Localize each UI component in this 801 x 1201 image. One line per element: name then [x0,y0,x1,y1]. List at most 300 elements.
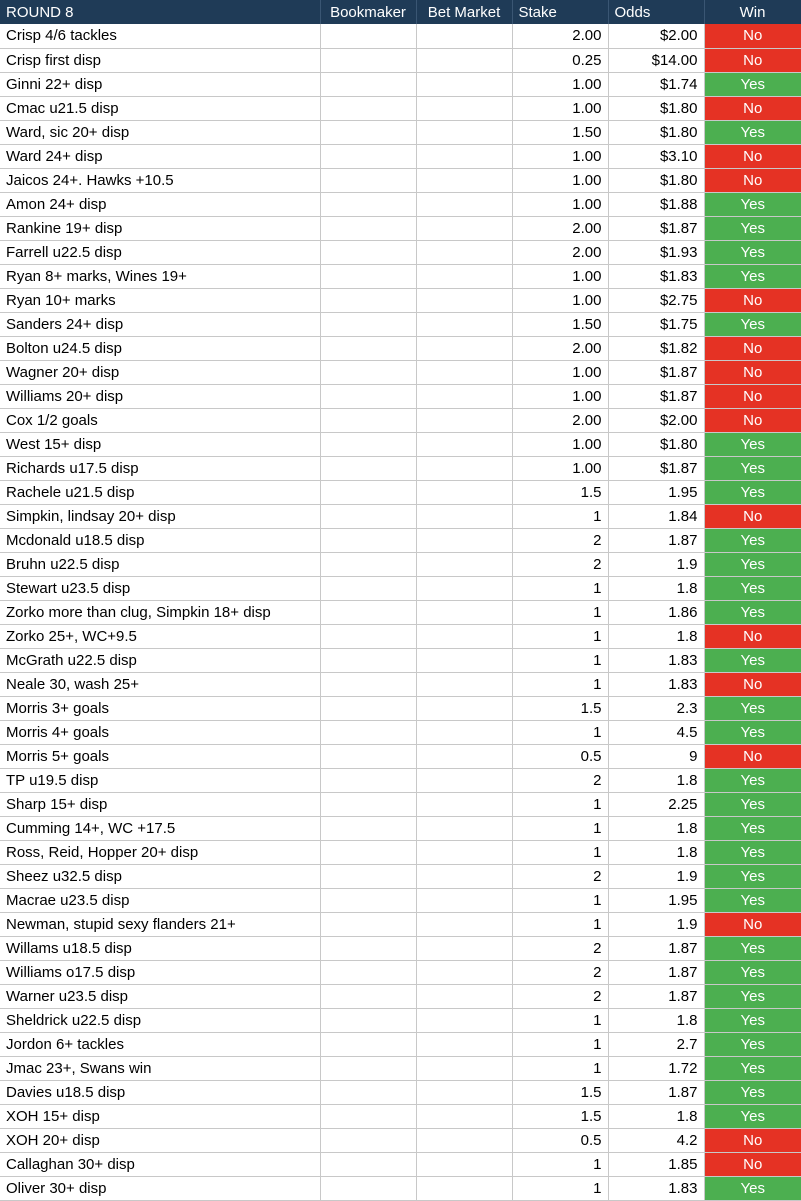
table-row [0,48,801,72]
bookmaker-cell [320,1152,416,1176]
win-cell: Yes [704,936,801,960]
bet-cell: Sheez u32.5 disp [0,864,320,888]
bet-market-cell [416,840,512,864]
stake-cell: 2.00 [512,240,608,264]
win-cell: Yes [704,816,801,840]
win-cell: No [704,384,801,408]
bet-market-cell [416,936,512,960]
stake-cell: 1 [512,840,608,864]
stake-cell: 1 [512,1032,608,1056]
win-cell: Yes [704,1056,801,1080]
bet-market-cell [416,336,512,360]
table-row [0,1128,801,1152]
table-row [0,336,801,360]
bet-cell: Sharp 15+ disp [0,792,320,816]
bet-cell: Cox 1/2 goals [0,408,320,432]
win-cell: Yes [704,432,801,456]
bet-market-cell [416,888,512,912]
stake-cell: 2 [512,960,608,984]
stake-cell: 1.5 [512,696,608,720]
bookmaker-cell [320,528,416,552]
win-cell: No [704,912,801,936]
stake-cell: 2 [512,984,608,1008]
table-row [0,816,801,840]
bet-cell: Crisp first disp [0,48,320,72]
bet-cell: Rachele u21.5 disp [0,480,320,504]
stake-cell: 1 [512,888,608,912]
header-bet-market: Bet Market [416,0,512,24]
stake-cell: 1 [512,576,608,600]
stake-cell: 2 [512,528,608,552]
stake-cell: 2 [512,768,608,792]
bet-cell: Stewart u23.5 disp [0,576,320,600]
bet-market-cell [416,96,512,120]
table-row [0,864,801,888]
bookmaker-cell [320,1176,416,1200]
stake-cell: 1 [512,1056,608,1080]
bet-market-cell [416,72,512,96]
odds-cell: $1.80 [608,168,704,192]
bet-cell: Ryan 8+ marks, Wines 19+ [0,264,320,288]
stake-cell: 1.00 [512,432,608,456]
stake-cell: 1.00 [512,360,608,384]
stake-cell: 1.00 [512,384,608,408]
odds-cell: $3.10 [608,144,704,168]
bookmaker-cell [320,456,416,480]
table-row [0,408,801,432]
table-row [0,120,801,144]
odds-cell: 1.85 [608,1152,704,1176]
odds-cell: $1.82 [608,336,704,360]
bet-cell: Farrell u22.5 disp [0,240,320,264]
odds-cell: $1.93 [608,240,704,264]
bookmaker-cell [320,744,416,768]
odds-cell: 1.9 [608,912,704,936]
odds-cell: 1.8 [608,816,704,840]
bet-market-cell [416,1056,512,1080]
stake-cell: 1.5 [512,1080,608,1104]
bet-cell: Bolton u24.5 disp [0,336,320,360]
bet-cell: Jmac 23+, Swans win [0,1056,320,1080]
table-row [0,1080,801,1104]
bet-market-cell [416,264,512,288]
table-row [0,168,801,192]
stake-cell: 1 [512,1176,608,1200]
bookmaker-cell [320,624,416,648]
win-cell: No [704,144,801,168]
win-cell: No [704,408,801,432]
odds-cell: 1.86 [608,600,704,624]
bet-market-cell [416,912,512,936]
stake-cell: 0.5 [512,1128,608,1152]
win-cell: Yes [704,264,801,288]
win-cell: Yes [704,72,801,96]
win-cell: No [704,504,801,528]
table-row [0,72,801,96]
bookmaker-cell [320,96,416,120]
bet-cell: Williams 20+ disp [0,384,320,408]
win-cell: Yes [704,1080,801,1104]
stake-cell: 1.00 [512,264,608,288]
bookmaker-cell [320,24,416,48]
odds-cell: $2.00 [608,24,704,48]
bookmaker-cell [320,384,416,408]
win-cell: Yes [704,696,801,720]
bookmaker-cell [320,408,416,432]
stake-cell: 1 [512,1152,608,1176]
win-cell: Yes [704,456,801,480]
bookmaker-cell [320,792,416,816]
bet-cell: Jordon 6+ tackles [0,1032,320,1056]
bookmaker-cell [320,936,416,960]
win-cell: Yes [704,984,801,1008]
bookmaker-cell [320,984,416,1008]
bet-market-cell [416,576,512,600]
bet-market-cell [416,1152,512,1176]
table-row [0,1056,801,1080]
stake-cell: 1.00 [512,168,608,192]
bet-cell: Sheldrick u22.5 disp [0,1008,320,1032]
win-cell: Yes [704,864,801,888]
win-cell: No [704,336,801,360]
bet-market-cell [416,960,512,984]
stake-cell: 2 [512,864,608,888]
bet-market-cell [416,648,512,672]
bookmaker-cell [320,168,416,192]
stake-cell: 2.00 [512,408,608,432]
bet-market-cell [416,456,512,480]
win-cell: Yes [704,1032,801,1056]
win-cell: Yes [704,120,801,144]
table-row [0,936,801,960]
bet-market-cell [416,744,512,768]
bookmaker-cell [320,360,416,384]
odds-cell: 1.8 [608,1008,704,1032]
odds-cell: $1.80 [608,120,704,144]
table-row [0,24,801,48]
table-row [0,888,801,912]
bookmaker-cell [320,1104,416,1128]
win-cell: Yes [704,600,801,624]
bet-market-cell [416,1128,512,1152]
bet-cell: Bruhn u22.5 disp [0,552,320,576]
bet-cell: West 15+ disp [0,432,320,456]
stake-cell: 1.00 [512,288,608,312]
odds-cell: 2.3 [608,696,704,720]
bet-market-cell [416,144,512,168]
bet-cell: Cmac u21.5 disp [0,96,320,120]
stake-cell: 2.00 [512,216,608,240]
table-row [0,1008,801,1032]
bet-market-cell [416,984,512,1008]
bookmaker-cell [320,648,416,672]
bet-market-cell [416,288,512,312]
stake-cell: 1 [512,720,608,744]
win-cell: No [704,1128,801,1152]
bet-cell: Zorko more than clug, Simpkin 18+ disp [0,600,320,624]
bookmaker-cell [320,960,416,984]
bet-market-cell [416,480,512,504]
header-round: ROUND 8 [0,0,320,24]
header-bookmaker: Bookmaker [320,0,416,24]
bookmaker-cell [320,240,416,264]
bet-cell: Morris 4+ goals [0,720,320,744]
bet-market-cell [416,720,512,744]
bet-market-cell [416,1008,512,1032]
win-cell: Yes [704,552,801,576]
odds-cell: 1.87 [608,1080,704,1104]
bet-cell: Oliver 30+ disp [0,1176,320,1200]
odds-cell: $1.88 [608,192,704,216]
stake-cell: 1 [512,504,608,528]
stake-cell: 1 [512,816,608,840]
bet-cell: Zorko 25+, WC+9.5 [0,624,320,648]
bet-market-cell [416,432,512,456]
win-cell: Yes [704,1008,801,1032]
bet-cell: Macrae u23.5 disp [0,888,320,912]
table-row [0,960,801,984]
bookmaker-cell [320,888,416,912]
stake-cell: 0.25 [512,48,608,72]
stake-cell: 1 [512,624,608,648]
stake-cell: 1.5 [512,480,608,504]
odds-cell: 1.83 [608,672,704,696]
win-cell: No [704,168,801,192]
odds-cell: $14.00 [608,48,704,72]
odds-cell: 1.87 [608,528,704,552]
win-cell: Yes [704,960,801,984]
odds-cell: 1.87 [608,960,704,984]
stake-cell: 2.00 [512,24,608,48]
odds-cell: 1.8 [608,1104,704,1128]
table-row [0,192,801,216]
win-cell: Yes [704,1176,801,1200]
bet-cell: Ward 24+ disp [0,144,320,168]
bookmaker-cell [320,672,416,696]
bet-cell: Morris 5+ goals [0,744,320,768]
win-cell: No [704,48,801,72]
table-row [0,240,801,264]
stake-cell: 1.50 [512,312,608,336]
win-cell: Yes [704,840,801,864]
table-row [0,216,801,240]
stake-cell: 1 [512,648,608,672]
bookmaker-cell [320,1080,416,1104]
odds-cell: 1.8 [608,840,704,864]
bet-market-cell [416,864,512,888]
bet-cell: Callaghan 30+ disp [0,1152,320,1176]
win-cell: Yes [704,792,801,816]
bet-market-cell [416,672,512,696]
stake-cell: 1 [512,672,608,696]
stake-cell: 1 [512,792,608,816]
stake-cell: 2 [512,936,608,960]
bet-market-cell [416,792,512,816]
header-stake: Stake [512,0,608,24]
win-cell: Yes [704,216,801,240]
odds-cell: 1.83 [608,1176,704,1200]
bet-cell: Ward, sic 20+ disp [0,120,320,144]
bookmaker-cell [320,1032,416,1056]
bet-market-cell [416,1176,512,1200]
stake-cell: 1.00 [512,144,608,168]
odds-cell: $1.87 [608,216,704,240]
win-cell: Yes [704,648,801,672]
odds-cell: 4.2 [608,1128,704,1152]
bet-cell: Cumming 14+, WC +17.5 [0,816,320,840]
bet-cell: Jaicos 24+. Hawks +10.5 [0,168,320,192]
table-row [0,576,801,600]
bet-market-cell [416,696,512,720]
table-row [0,792,801,816]
table-row [0,744,801,768]
stake-cell: 0.5 [512,744,608,768]
bookmaker-cell [320,864,416,888]
table-row [0,384,801,408]
win-cell: No [704,1152,801,1176]
table-row [0,1152,801,1176]
stake-cell: 1.00 [512,192,608,216]
table-row [0,288,801,312]
win-cell: No [704,744,801,768]
stake-cell: 1 [512,600,608,624]
odds-cell: $1.87 [608,456,704,480]
win-cell: Yes [704,528,801,552]
bookmaker-cell [320,336,416,360]
bookmaker-cell [320,216,416,240]
odds-cell: 1.8 [608,768,704,792]
bookmaker-cell [320,312,416,336]
odds-cell: $2.00 [608,408,704,432]
bet-market-cell [416,528,512,552]
bookmaker-cell [320,480,416,504]
bookmaker-cell [320,1128,416,1152]
bookmaker-cell [320,72,416,96]
odds-cell: $2.75 [608,288,704,312]
bet-market-cell [416,384,512,408]
bet-cell: Rankine 19+ disp [0,216,320,240]
bet-cell: Morris 3+ goals [0,696,320,720]
bet-cell: Newman, stupid sexy flanders 21+ [0,912,320,936]
table-row [0,504,801,528]
table-row [0,1104,801,1128]
bet-market-cell [416,408,512,432]
odds-cell: 1.83 [608,648,704,672]
table-row [0,552,801,576]
bet-cell: Ross, Reid, Hopper 20+ disp [0,840,320,864]
table-row [0,432,801,456]
bet-cell: XOH 20+ disp [0,1128,320,1152]
bookmaker-cell [320,816,416,840]
stake-cell: 1.5 [512,1104,608,1128]
win-cell: No [704,624,801,648]
bookmaker-cell [320,696,416,720]
bet-market-cell [416,168,512,192]
odds-cell: 1.72 [608,1056,704,1080]
table-body [0,24,801,1200]
bet-cell: Neale 30, wash 25+ [0,672,320,696]
odds-cell: 1.84 [608,504,704,528]
odds-cell: 1.87 [608,984,704,1008]
stake-cell: 1.00 [512,72,608,96]
bet-market-cell [416,120,512,144]
bet-market-cell [416,24,512,48]
bet-market-cell [416,768,512,792]
win-cell: No [704,24,801,48]
odds-cell: 2.7 [608,1032,704,1056]
bet-cell: McGrath u22.5 disp [0,648,320,672]
bet-cell: Sanders 24+ disp [0,312,320,336]
win-cell: No [704,96,801,120]
odds-cell: 1.95 [608,480,704,504]
bookmaker-cell [320,432,416,456]
bet-market-cell [416,312,512,336]
odds-cell: $1.80 [608,432,704,456]
bet-market-cell [416,600,512,624]
odds-cell: 1.87 [608,936,704,960]
header-odds: Odds [608,0,704,24]
stake-cell: 1.00 [512,456,608,480]
bet-market-cell [416,1032,512,1056]
odds-cell: 9 [608,744,704,768]
stake-cell: 1 [512,1008,608,1032]
bet-market-cell [416,360,512,384]
odds-cell: $1.75 [608,312,704,336]
win-cell: Yes [704,768,801,792]
stake-cell: 2 [512,552,608,576]
win-cell: Yes [704,1104,801,1128]
bet-cell: Crisp 4/6 tackles [0,24,320,48]
bet-cell: Williams o17.5 disp [0,960,320,984]
odds-cell: 1.9 [608,552,704,576]
bookmaker-cell [320,552,416,576]
header-row [0,0,801,24]
bet-market-cell [416,1080,512,1104]
odds-cell: $1.74 [608,72,704,96]
table-row [0,96,801,120]
stake-cell: 1 [512,912,608,936]
bet-market-cell [416,624,512,648]
table-row [0,984,801,1008]
table-row [0,600,801,624]
table-row [0,1176,801,1200]
table-row [0,840,801,864]
win-cell: Yes [704,888,801,912]
table-row [0,696,801,720]
win-cell: Yes [704,312,801,336]
table-row [0,672,801,696]
stake-cell: 1.00 [512,96,608,120]
table-row [0,648,801,672]
bookmaker-cell [320,576,416,600]
bet-market-cell [416,816,512,840]
odds-cell: $1.80 [608,96,704,120]
header-win: Win [704,0,801,24]
bookmaker-cell [320,912,416,936]
bookmaker-cell [320,768,416,792]
bet-market-cell [416,192,512,216]
bet-cell: TP u19.5 disp [0,768,320,792]
bet-market-cell [416,216,512,240]
table-row [0,456,801,480]
odds-cell: $1.87 [608,384,704,408]
table-row [0,912,801,936]
bet-cell: Richards u17.5 disp [0,456,320,480]
bookmaker-cell [320,264,416,288]
bet-cell: Simpkin, lindsay 20+ disp [0,504,320,528]
bookmaker-cell [320,600,416,624]
odds-cell: 1.9 [608,864,704,888]
